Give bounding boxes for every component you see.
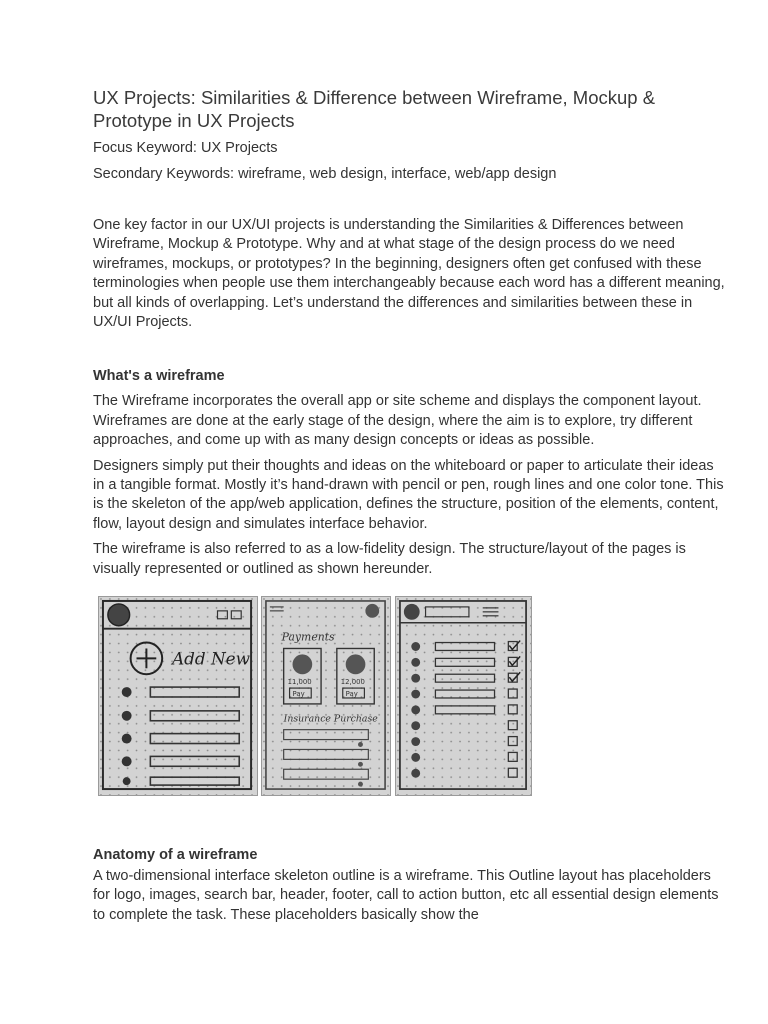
wireframe-paragraph-2: Designers simply put their thoughts and ideas on the whiteboard or paper to articulate their ideas in a tangible format. Mostly it’s hand-drawn with pencil or pen, rough lines and one color tone. This is the skeleton of the app/web application, defines the structure, position of the elements, content, flow, layout design and simulates interface behavior. [93, 457, 724, 532]
anatomy-section [93, 845, 728, 931]
anatomy-paragraph: A two-dimensional interface skeleton outline is a wireframe. This Outline layout has placeholders for logo, images, search bar, header, footer, call to action button, etc all essential design elements to complete the task. These placeholders basically show the [93, 868, 719, 923]
sketch-payments-heading: Payments [281, 630, 335, 644]
sketch-pay-button-1: Pay [292, 689, 305, 699]
article [93, 86, 728, 585]
sketch-add-new-text: Add New [172, 648, 250, 669]
secondary-keywords: Secondary Keywords: wireframe, web design, interface, web/app design [93, 166, 557, 182]
section-heading-anatomy: Anatomy of a wireframe [93, 847, 258, 863]
sketch-amount-1: 11,000 [287, 678, 312, 687]
wireframe-paragraph-1: The Wireframe incorporates the overall app or site scheme and displays the component layout. Wireframes are done at the early stage of the design, where the aim is to explore, try different approaches, and come up with as many design concepts or ideas as possible. [93, 393, 702, 449]
sketch-amount-2: 12,000 [340, 678, 365, 687]
intro-paragraph: One key factor in our UX/UI projects is understanding the Similarities & Differences between Wireframe, Mockup & Prototype. Why and at what stage of the design process do we need wireframes, mockups, or prototypes? In the beginning, designers often get confused with these terminologies when people use them interchangeably because each word has a different meaning, but all kinds of overlapping. Let’s understand the differences and similarities between these in UX/UI Projects. [93, 217, 725, 331]
focus-keyword: Focus Keyword: UX Projects [93, 140, 278, 156]
wireframe-paragraph-3: The wireframe is also referred to as a low-fidelity design. The structure/layout of the pages is visually represented or outlined as shown hereunder. [93, 541, 686, 577]
wireframe-sketch-payments [261, 596, 391, 796]
wireframe-sketch-checklist [395, 596, 532, 796]
wireframe-sketches-image [98, 596, 532, 796]
article-title: UX Projects: Similarities & Difference between Wireframe, Mockup & Prototype in UX Projects [93, 87, 656, 131]
wireframe-sketch-add-new [98, 596, 258, 796]
sketch-pay-button-2: Pay [345, 689, 358, 699]
sketch-insurance-heading: Insurance Purchase [283, 713, 378, 725]
section-heading-wireframe: What's a wireframe [93, 368, 225, 385]
